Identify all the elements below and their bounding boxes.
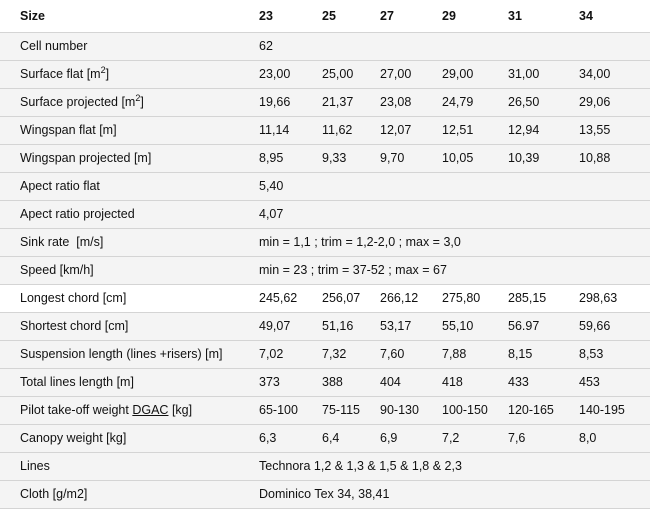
row-value: 6,3	[253, 424, 316, 452]
row-value: 373	[253, 368, 316, 396]
row-value: 19,66	[253, 88, 316, 116]
row-value: 10,05	[436, 144, 502, 172]
row-value: 11,14	[253, 116, 316, 144]
row-value: 10,88	[573, 144, 650, 172]
size-header: 29	[436, 0, 502, 32]
table-row	[0, 480, 650, 508]
header-label: Size	[0, 0, 253, 32]
row-value: 55,10	[436, 312, 502, 340]
row-value: 245,62	[253, 284, 316, 312]
table-row	[0, 144, 650, 172]
table-row	[0, 340, 650, 368]
row-label: Surface projected $[m^2]$	[0, 88, 253, 116]
row-value: 10,39	[502, 144, 573, 172]
row-label: Apect ratio flat	[0, 172, 253, 200]
row-label: Canopy weight [kg]	[0, 424, 253, 452]
row-value: 7,32	[316, 340, 374, 368]
row-value: 9,70	[374, 144, 436, 172]
row-value: 26,50	[502, 88, 573, 116]
row-value: 59,66	[573, 312, 650, 340]
row-value: 285,15	[502, 284, 573, 312]
table-row	[0, 60, 650, 88]
row-value: 4,07	[253, 200, 650, 228]
size-header: 31	[502, 0, 573, 32]
row-value: 7,02	[253, 340, 316, 368]
row-value: min = 1,1 ; trim = 1,2-2,0 ; max = 3,0	[253, 228, 650, 256]
row-value: 51,16	[316, 312, 374, 340]
table-row	[0, 368, 650, 396]
table-row	[0, 32, 650, 60]
row-value: 75-115	[316, 396, 374, 424]
row-label: Surface flat $[m^2]$	[0, 60, 253, 88]
row-label: Wingspan flat [m]	[0, 116, 253, 144]
row-value: 24,79	[436, 88, 502, 116]
size-header: 25	[316, 0, 374, 32]
table-row	[0, 424, 650, 452]
row-value: 23,00	[253, 60, 316, 88]
row-value: 12,07	[374, 116, 436, 144]
row-value: 23,08	[374, 88, 436, 116]
row-value: min = 23 ; trim = 37-52 ; max = 67	[253, 256, 650, 284]
row-label: Longest chord [cm]	[0, 284, 253, 312]
row-value: 275,80	[436, 284, 502, 312]
row-value: 6,9	[374, 424, 436, 452]
row-value: 5,40	[253, 172, 650, 200]
row-value: 25,00	[316, 60, 374, 88]
row-label: Total lines length [m]	[0, 368, 253, 396]
table-row	[0, 172, 650, 200]
size-header: 27	[374, 0, 436, 32]
row-value: 7,88	[436, 340, 502, 368]
row-value: 120-165	[502, 396, 573, 424]
table-row	[0, 116, 650, 144]
row-value: 11,62	[316, 116, 374, 144]
table-row	[0, 284, 650, 312]
row-value: 256,07	[316, 284, 374, 312]
row-label: Sink rate [m/s]	[0, 228, 253, 256]
row-label: Cell number	[0, 32, 253, 60]
row-label: Wingspan projected [m]	[0, 144, 253, 172]
row-value: 62	[253, 32, 650, 60]
table-row	[0, 88, 650, 116]
row-value: 453	[573, 368, 650, 396]
row-label: Speed [km/h]	[0, 256, 253, 284]
row-label: Shortest chord [cm]	[0, 312, 253, 340]
row-value: 266,12	[374, 284, 436, 312]
table-row	[0, 200, 650, 228]
row-value: 404	[374, 368, 436, 396]
table-row	[0, 312, 650, 340]
row-value: 8,0	[573, 424, 650, 452]
row-value: 388	[316, 368, 374, 396]
row-value: 12,51	[436, 116, 502, 144]
row-label: Cloth [g/m2]	[0, 480, 253, 508]
table-row	[0, 228, 650, 256]
row-value: 13,55	[573, 116, 650, 144]
table-row	[0, 452, 650, 480]
dgac-link[interactable]: DGAC	[132, 403, 169, 417]
row-value: 418	[436, 368, 502, 396]
row-value: 29,00	[436, 60, 502, 88]
row-value: Dominico Tex 34, 38,41	[253, 480, 650, 508]
row-value: 433	[502, 368, 573, 396]
row-value: 34,00	[573, 60, 650, 88]
row-value: Technora 1,2 & 1,3 & 1,5 & 1,8 & 2,3	[253, 452, 650, 480]
row-value: 12,94	[502, 116, 573, 144]
row-value: 49,07	[253, 312, 316, 340]
row-value: 31,00	[502, 60, 573, 88]
row-value: 8,95	[253, 144, 316, 172]
row-value: 8,53	[573, 340, 650, 368]
size-header: 34	[573, 0, 650, 32]
row-value: 90-130	[374, 396, 436, 424]
row-label: Pilot take-off weight DGAC [kg]	[0, 396, 253, 424]
row-value: 9,33	[316, 144, 374, 172]
row-label: Lines	[0, 452, 253, 480]
row-value: 140-195	[573, 396, 650, 424]
row-label: Suspension length (lines +risers) [m]	[0, 340, 253, 368]
row-value: 7,2	[436, 424, 502, 452]
row-value: 65-100	[253, 396, 316, 424]
row-value: 7,60	[374, 340, 436, 368]
row-value: 100-150	[436, 396, 502, 424]
row-value: 29,06	[573, 88, 650, 116]
row-value: 298,63	[573, 284, 650, 312]
row-label: Apect ratio projected	[0, 200, 253, 228]
row-value: 53,17	[374, 312, 436, 340]
header-row	[0, 0, 650, 32]
row-value: 6,4	[316, 424, 374, 452]
row-value: 7,6	[502, 424, 573, 452]
table-row	[0, 256, 650, 284]
size-header: 23	[253, 0, 316, 32]
row-value: 8,15	[502, 340, 573, 368]
row-value: 56.97	[502, 312, 573, 340]
table-row	[0, 396, 650, 424]
row-value: 21,37	[316, 88, 374, 116]
row-value: 27,00	[374, 60, 436, 88]
